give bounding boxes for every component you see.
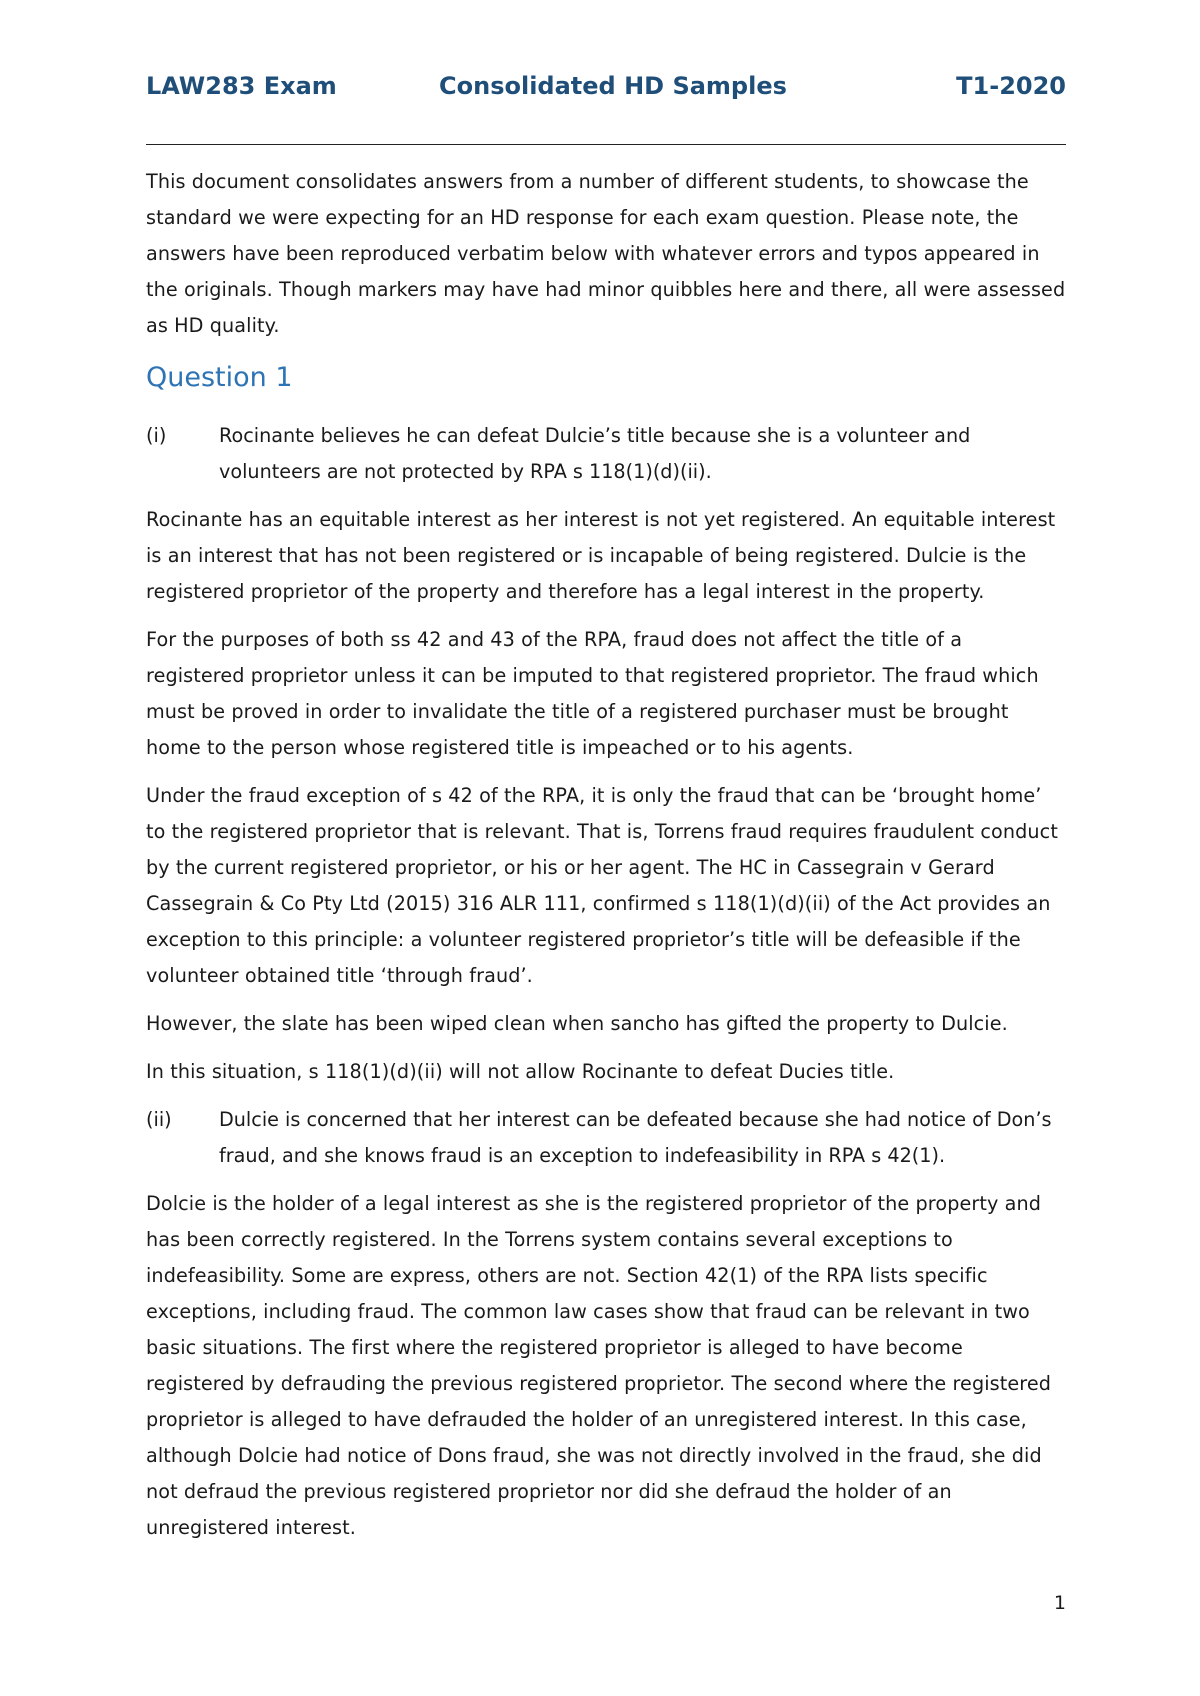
document-body [146,164,1066,1558]
part-text: Dulcie is concerned that her interest can be defeated because she had notice of Don’s fraud, and she knows fraud is an exception to indefeasibility in RPA s 42(1). [219,1108,1052,1167]
part-number: (ii) [146,1108,172,1131]
header-divider [146,144,1066,145]
intro-paragraph: This document consolidates answers from a number of different students, to showcase the standard we were expecting for an HD response for each exam question. Please note, the answers have been reproduced verbatim below with whatever errors and typos appeared in the originals. Though markers may have had minor quibbles here and there, all were assessed as HD quality. [146,170,1066,337]
question-heading: Question 1 [146,362,293,393]
question-part-2 [146,1102,1066,1174]
body-paragraph: Dolcie is the holder of a legal interest as she is the registered proprietor of the property and has been correctly registered. In the Torrens system contains several exceptions to indefeasibility. Some are express, others are not. Section 42(1) of the RPA lists specific exceptions, including fraud. The common law cases show that fraud can be relevant in two basic situations. The first where the registered proprietor is alleged to have become registered by defrauding the previous registered proprietor. The second where the registered proprietor is alleged to have defrauded the holder of an unregistered interest. In this case, although Dolcie had notice of Dons fraud, she was not directly involved in the fraud, she did not defraud the previous registered proprietor nor did she defraud the holder of an unregistered interest. [146,1192,1052,1539]
page-number: 1 [1053,1592,1066,1614]
body-paragraph: For the purposes of both ss 42 and 43 of the RPA, fraud does not affect the title of a registered proprietor unless it can be imputed to that registered proprietor. The fraud which must be proved in order to invalidate the title of a registered purchaser must be brought home to the person whose registered title is impeached or to his agents. [146,628,1039,759]
body-paragraph: Rocinante has an equitable interest as her interest is not yet registered. An equitable interest is an interest that has not been registered or is incapable of being registered. Dulcie is the registered proprietor of the property and therefore has a legal interest in the property. [146,508,1056,603]
body-paragraph: Under the fraud exception of s 42 of the RPA, it is only the fraud that can be ‘brought home’ to the registered proprietor that is relevant. That is, Torrens fraud requires fraudulent conduct by the current registered proprietor, or his or her agent. The HC in Cassegrain v Gerard Cassegrain & Co Pty Ltd (2015) 316 ALR 111, confirmed s 118(1)(d)(ii) of the Act provides an exception to this principle: a volunteer registered proprietor’s title will be defeasible if the volunteer obtained title ‘through fraud’. [146,784,1058,987]
part-number: (i) [146,424,167,447]
body-paragraph: However, the slate has been wiped clean when sancho has gifted the property to Dulcie. [146,1012,1008,1035]
part-text: Rocinante believes he can defeat Dulcie’s title because she is a volunteer and volunteers are not protected by RPA s 118(1)(d)(ii). [219,424,971,483]
header-title: Consolidated HD Samples [439,72,787,100]
header-course-code: LAW283 Exam [146,72,337,100]
header-term: T1-2020 [956,72,1066,100]
body-paragraph: In this situation, s 118(1)(d)(ii) will not allow Rocinante to defeat Ducies title. [146,1060,895,1083]
question-part-1 [146,418,1066,490]
page-header [146,64,1066,112]
